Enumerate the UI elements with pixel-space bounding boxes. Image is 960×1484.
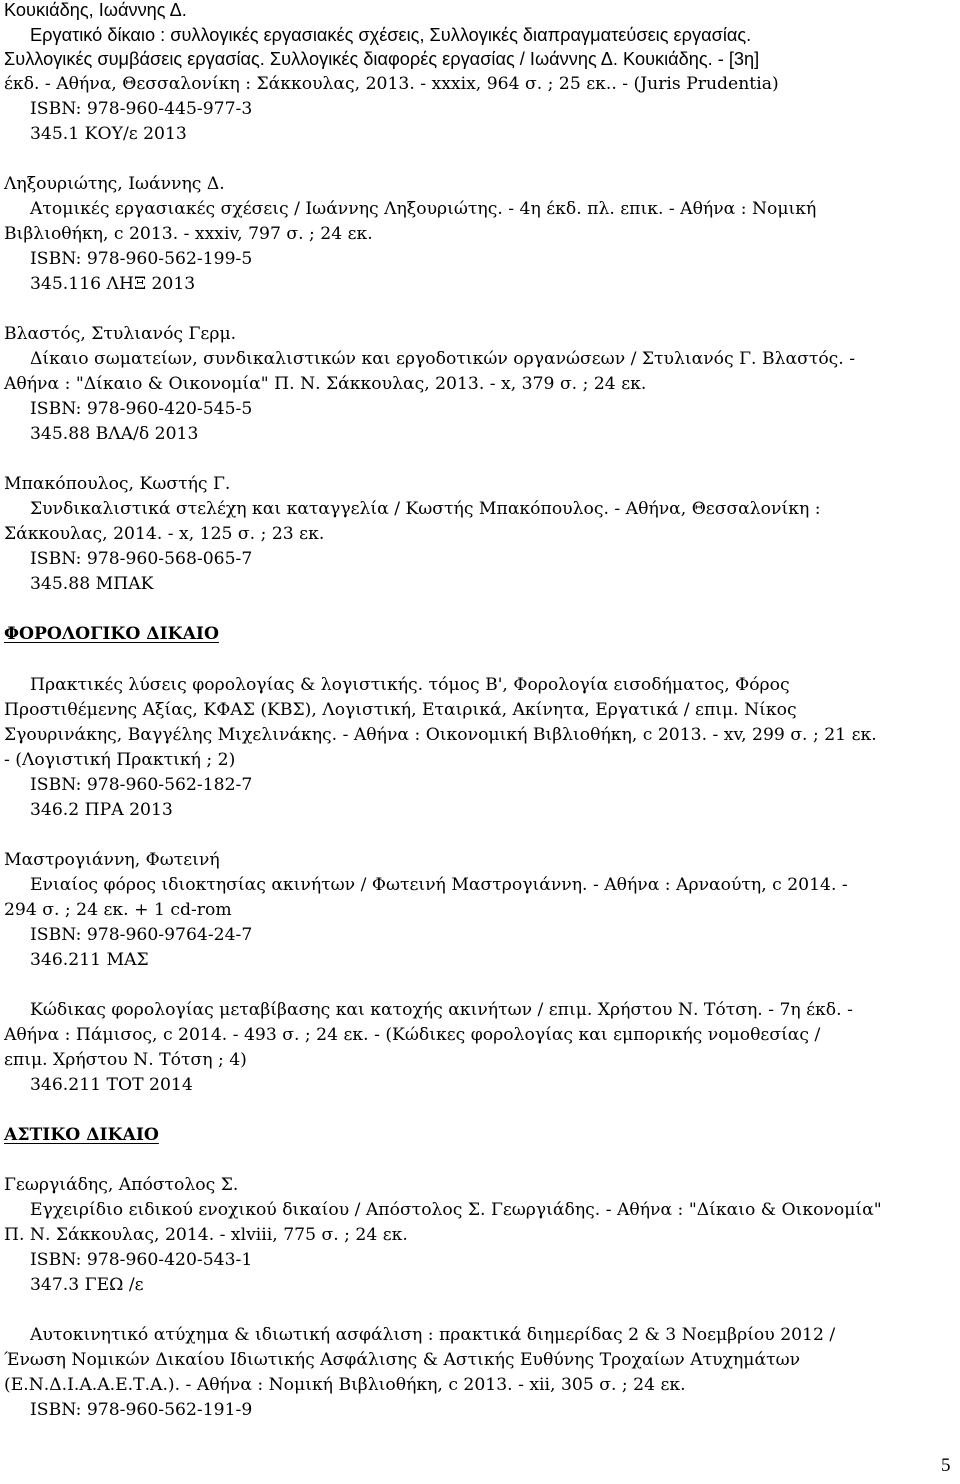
entry-isbn: ISBN: 978-960-420-545-5 [30, 399, 253, 419]
entry-title-cont: Π. Ν. Σάκκουλας, 2014. - xlviii, 775 σ. ; 24 εκ. [4, 1225, 408, 1245]
entry-callnumber: 345.1 ΚΟΥ/ε 2013 [30, 124, 187, 144]
entry-isbn: ISBN: 978-960-562-191-9 [30, 1400, 253, 1420]
entry-title-cont: Αθήνα : Πάμισος, c 2014. - 493 σ. ; 24 εκ. - (Κώδικες φορολογίας και εμπορικής νομοθεσίας / [4, 1025, 821, 1045]
entry-title-cont: (Ε.Ν.Δ.Ι.Α.Α.Ε.Τ.Α.). - Αθήνα : Νομική Βιβλιοθήκη, c 2013. - xii, 305 σ. ; 24 εκ. [4, 1375, 686, 1395]
entry-callnumber: 347.3 ΓΕΩ /ε [30, 1275, 144, 1295]
entry-series: - (Λογιστική Πρακτική ; 2) [4, 750, 236, 770]
entry-isbn: ISBN: 978-960-445-977-3 [30, 99, 253, 119]
entry-title: Πρακτικές λύσεις φορολογίας & λογιστικής. τόμος B', Φορολογία εισοδήματος, Φόρος [30, 675, 790, 695]
entry-author: Ληξουριώτης, Ιωάννης Δ. [4, 174, 225, 194]
entry-title: Ατομικές εργασιακές σχέσεις / Ιωάννης Ληξουριώτης. - 4η έκδ. πλ. επικ. - Αθήνα : Νομική [30, 199, 817, 219]
entry-title-cont: Ένωση Νομικών Δικαίου Ιδιωτικής Ασφάλισης & Αστικής Ευθύνης Τροχαίων Ατυχημάτων [4, 1350, 801, 1370]
entry-title: Ενιαίος φόρος ιδιοκτησίας ακινήτων / Φωτεινή Μαστρογιάννη. - Αθήνα : Αρναούτη, c 2014. - [30, 875, 848, 895]
entry-title: Κώδικας φορολογίας μεταβίβασης και κατοχής ακινήτων / επιμ. Χρήστου Ν. Τότση. - 7η έκδ. - [30, 1000, 853, 1020]
entry-title-cont: επιμ. Χρήστου Ν. Τότση ; 4) [4, 1050, 247, 1070]
entry-title: Δίκαιο σωματείων, συνδικαλιστικών και εργοδοτικών οργανώσεων / Στυλιανός Γ. Βλαστός. - [30, 349, 856, 369]
entry-callnumber: 345.88 ΜΠΑΚ [30, 574, 154, 594]
entry-author: Μπακόπουλος, Κωστής Γ. [4, 474, 231, 494]
entry-author: Κουκιάδης, Ιωάννης Δ. [4, 0, 187, 20]
entry-isbn: ISBN: 978-960-562-182-7 [30, 775, 253, 795]
entry-title-cont: Συλλογικές συμβάσεις εργασίας. Συλλογικές διαφορές εργασίας / Ιωάννης Δ. Κουκιάδης. - [3η] [4, 49, 760, 69]
section-heading: ΑΣΤΙΚΟ ΔΙΚΑΙΟ [4, 1125, 159, 1145]
entry-title: Αυτοκινητικό ατύχημα & ιδιωτική ασφάλιση : πρακτικά διημερίδας 2 & 3 Νοεμβρίου 2012 / [30, 1325, 836, 1345]
entry-callnumber: 346.211 ΜΑΣ [30, 950, 149, 970]
entry-title-cont: 294 σ. ; 24 εκ. + 1 cd-rom [4, 900, 232, 920]
entry-isbn: ISBN: 978-960-9764-24-7 [30, 925, 253, 945]
entry-isbn: ISBN: 978-960-568-065-7 [30, 549, 253, 569]
entry-author: Μαστρογιάννη, Φωτεινή [4, 850, 220, 870]
entry-title: Εργατικό δίκαιο : συλλογικές εργασιακές σχέσεις, Συλλογικές διαπραγματεύσεις εργασίας. [30, 25, 752, 45]
entry-author: Γεωργιάδης, Απόστολος Σ. [4, 1175, 239, 1195]
entry-title-cont: Σγουρινάκης, Βαγγέλης Μιχελινάκης. - Αθήνα : Οικονομική Βιβλιοθήκη, c 2013. - xv, 299 σ. ; 21 εκ. [4, 725, 877, 745]
entry-callnumber: 346.211 ΤΟΤ 2014 [30, 1075, 193, 1095]
entry-title: Εγχειρίδιο ειδικού ενοχικού δικαίου / Απόστολος Σ. Γεωργιάδης. - Αθήνα : "Δίκαιο & Οικονομία" [30, 1200, 882, 1220]
entry-callnumber: 345.88 ΒΛΑ/δ 2013 [30, 424, 199, 444]
section-heading: ΦΟΡΟΛΟΓΙΚΟ ΔΙΚΑΙΟ [4, 624, 219, 644]
entry-callnumber: 345.116 ΛΗΞ 2013 [30, 274, 196, 294]
page-number: 5 [941, 1455, 951, 1476]
entry-isbn: ISBN: 978-960-562-199-5 [30, 249, 253, 269]
entry-title: Συνδικαλιστικά στελέχη και καταγγελία / Κωστής Μπακόπουλος. - Αθήνα, Θεσσαλονίκη : [30, 499, 821, 519]
entry-title-cont: Αθήνα : "Δίκαιο & Οικονομία" Π. Ν. Σάκκουλας, 2013. - x, 379 σ. ; 24 εκ. [4, 374, 647, 394]
entry-title-cont: Προστιθέμενης Αξίας, ΚΦΑΣ (ΚΒΣ), Λογιστική, Εταιρικά, Ακίνητα, Εργατικά / επιμ. Νίκος [4, 700, 797, 720]
entry-isbn: ISBN: 978-960-420-543-1 [30, 1250, 253, 1270]
entry-author: Βλαστός, Στυλιανός Γερμ. [4, 324, 237, 344]
entry-title-cont: Βιβλιοθήκη, c 2013. - xxxiv, 797 σ. ; 24 εκ. [4, 224, 373, 244]
entry-imprint: έκδ. - Αθήνα, Θεσσαλονίκη : Σάκκουλας, 2013. - xxxix, 964 σ. ; 25 εκ.. - (Juris Prudentia) [4, 74, 779, 94]
entry-title-cont: Σάκκουλας, 2014. - x, 125 σ. ; 23 εκ. [4, 524, 325, 544]
entry-callnumber: 346.2 ΠΡΑ 2013 [30, 800, 173, 820]
